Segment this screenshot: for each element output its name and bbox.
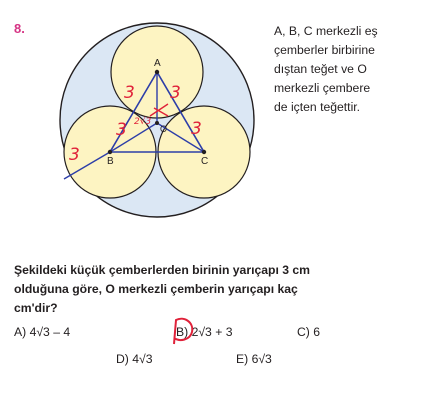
handwritten-3-c: 3 xyxy=(191,119,202,139)
question-prompt xyxy=(14,261,409,318)
label-a: A xyxy=(154,58,161,69)
prompt-line: olduğuna göre, O merkezli çemberin yarıçapı kaç xyxy=(14,282,298,296)
handwritten-3-ab: 3 xyxy=(124,83,135,103)
handwritten-3-bb: 3 xyxy=(116,120,127,140)
given-info xyxy=(274,22,434,117)
label-c: C xyxy=(201,156,209,167)
option-d[interactable]: D) 4√3 xyxy=(116,352,153,366)
point-o-dot xyxy=(155,121,159,125)
given-line: merkezli çembere xyxy=(274,81,371,95)
option-e[interactable]: E) 6√3 xyxy=(236,352,272,366)
prompt-line: cm'dir? xyxy=(14,301,58,315)
handwritten-2root3: 2√3 xyxy=(134,117,152,127)
label-b: B xyxy=(107,156,114,167)
handwritten-3-ac: 3 xyxy=(170,83,181,103)
option-c[interactable]: C) 6 xyxy=(297,325,321,339)
option-b-value: 2√3 + 3 xyxy=(191,325,233,339)
question-number: 8. xyxy=(14,21,25,36)
handwritten-answer-circle xyxy=(168,314,198,348)
given-line: çemberler birbirine xyxy=(274,43,375,57)
given-line: dıştan teğet ve O xyxy=(274,62,367,76)
given-line: de içten teğettir. xyxy=(274,100,361,114)
option-a[interactable]: A) 4√3 – 4 xyxy=(14,325,71,339)
point-c-dot xyxy=(202,150,206,154)
option-b-letter: B) xyxy=(176,325,189,339)
prompt-line: Şekildeki küçük çemberlerden birinin yarıçapı 3 cm xyxy=(14,263,311,277)
point-a-dot xyxy=(155,70,159,74)
given-line: A, B, C merkezli eş xyxy=(274,24,378,38)
handwritten-3-outer: 3 xyxy=(69,145,80,165)
label-o: O xyxy=(160,124,168,134)
point-b-dot xyxy=(108,150,112,154)
